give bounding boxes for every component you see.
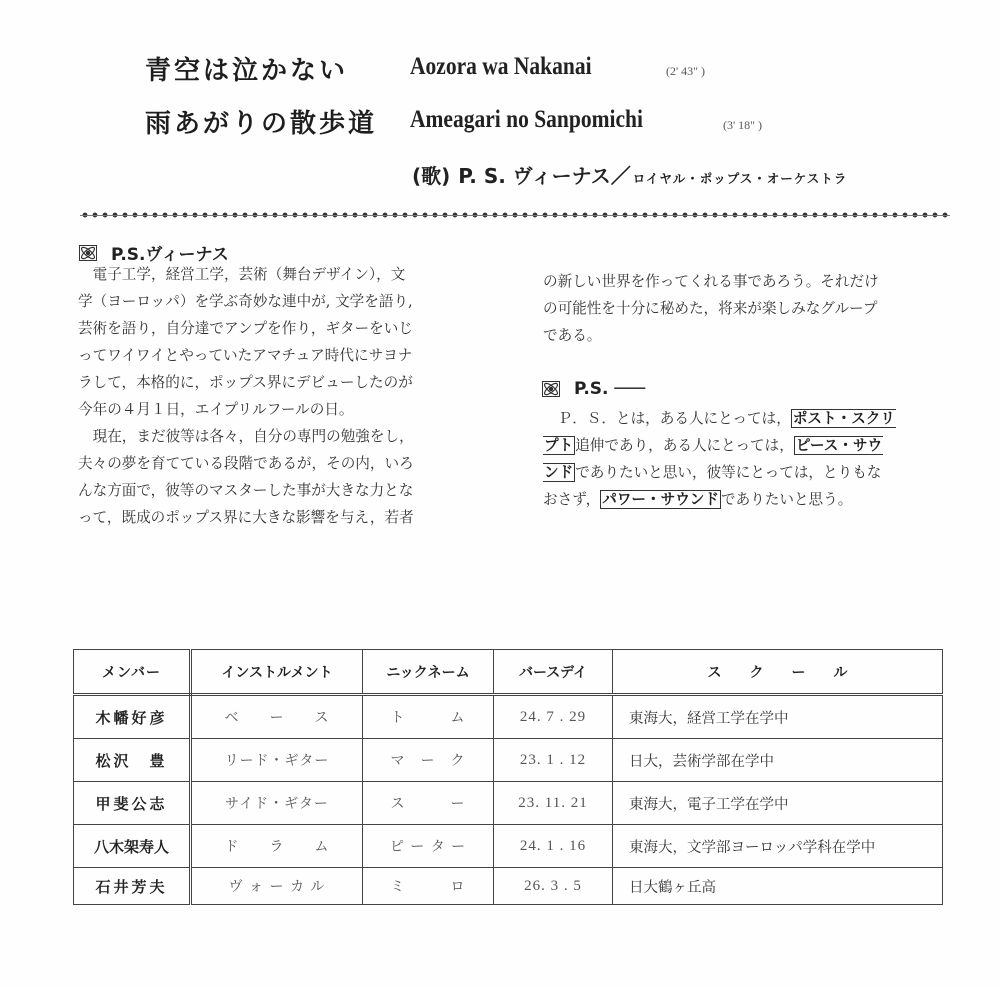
song-2-title-en: Ameagari no Sanpomichi <box>410 106 643 133</box>
body-text: でありたいと思う。 <box>720 491 853 508</box>
section-ps-venus-body-right <box>543 268 953 349</box>
cell-school: 日大，芸術学部在学中 <box>613 739 943 782</box>
table-row <box>74 825 943 868</box>
cell-school: 日大鶴ヶ丘高 <box>613 868 943 905</box>
credit-prefix: (歌) <box>412 164 451 188</box>
header-birthday: バースデイ <box>494 650 613 695</box>
song-2-duration: (3' 18" ) <box>723 118 763 132</box>
header-school: ス ク ー ル <box>613 650 943 695</box>
table-row <box>74 868 943 905</box>
cell-birthday: 24. 7 . 29 <box>494 695 613 739</box>
boxed-term-post-script: ポスト・スクリ <box>792 410 895 427</box>
section-ps-title: P.S. ─── <box>574 379 646 399</box>
body-text: 追伸であり，ある人にとっては， <box>575 437 794 454</box>
body-line: 芸術を語り，自分達でアンプを作り，ギターをいじ <box>78 320 413 337</box>
decorative-divider <box>80 211 950 219</box>
header-instrument: インストルメント <box>191 650 363 695</box>
table-row <box>74 782 943 825</box>
cell-birthday: 23. 11. 21 <box>494 782 613 825</box>
body-line: んな方面で，彼等のマスターした事が大きな力とな <box>78 482 414 499</box>
song-2-title-jp: 雨あがりの散歩道 <box>145 109 378 139</box>
boxed-term-post-script-cont: プト <box>544 437 574 454</box>
table-header-row <box>74 650 943 695</box>
cell-member: 松沢 豊 <box>74 739 191 782</box>
section-ps-venus-title: P.S.ヴィーナス <box>111 245 229 265</box>
body-line: ラして，本格的に，ポップス界にデビューしたのが <box>78 374 413 391</box>
body-text: Ｐ．Ｓ．とは，ある人にとっては， <box>543 410 791 427</box>
atom-ornament-icon <box>542 381 560 397</box>
boxed-term-power-sound: パワー・サウンド <box>602 491 719 508</box>
credit-artist: P. S. ヴィーナス／ <box>458 164 631 188</box>
cell-nickname: マ ー ク <box>363 739 494 782</box>
cell-nickname: ト ム <box>363 695 494 739</box>
table-row <box>74 695 943 739</box>
cell-member: 甲斐公志 <box>74 782 191 825</box>
boxed-term-peace-sound-cont: ンド <box>544 464 574 481</box>
members-table <box>73 649 943 905</box>
cell-nickname: ピ ー タ ー <box>363 825 494 868</box>
cell-school: 東海大，電子工学在学中 <box>613 782 943 825</box>
section-ps-venus-body-left <box>78 261 498 531</box>
section-ps-heading <box>542 379 645 399</box>
cell-birthday: 23. 1 . 12 <box>494 739 613 782</box>
cell-instrument: リード・ギター <box>191 739 363 782</box>
table-row <box>74 739 943 782</box>
cell-birthday: 26. 3 . 5 <box>494 868 613 905</box>
body-line: 学（ヨーロッパ）を学ぶ奇妙な連中が, 文学を語り, <box>78 293 413 310</box>
header-member: メンバー <box>74 650 191 695</box>
cell-instrument: ド ラ ム <box>191 825 363 868</box>
cell-instrument: サイド・ギター <box>191 782 363 825</box>
body-line: の新しい世界を作ってくれる事であろう。それだけ <box>543 273 879 290</box>
cell-instrument: ヴ ォ ー カ ル <box>191 868 363 905</box>
body-line: 電子工学，経営工学，芸術（舞台デザイン），文 <box>78 266 406 283</box>
body-line: ってワイワイとやっていたアマチュア時代にサヨナ <box>78 347 413 364</box>
credit-orchestra: ロイヤル・ポップス・オーケストラ <box>632 171 848 186</box>
section-ps-body <box>543 405 953 513</box>
body-line <box>543 432 953 459</box>
body-line <box>543 459 953 486</box>
cell-member: 石井芳夫 <box>74 868 191 905</box>
body-line: である。 <box>543 327 602 344</box>
body-text: おさず， <box>543 491 601 508</box>
body-line <box>543 405 953 432</box>
body-line: 夫々の夢を育てている段階であるが，その内，いろ <box>78 455 414 472</box>
cell-nickname: ミ ロ <box>363 868 494 905</box>
boxed-term-peace-sound: ピース・サウ <box>795 437 883 454</box>
performer-credit <box>412 160 847 189</box>
body-line: 今年の４月１日，エイプリルフールの日。 <box>78 401 354 418</box>
cell-instrument: ベ ー ス <box>191 695 363 739</box>
header-nickname: ニックネーム <box>363 650 494 695</box>
cell-member: 八木架寿人 <box>74 825 191 868</box>
cell-nickname: ス ー <box>363 782 494 825</box>
cell-birthday: 24. 1 . 16 <box>494 825 613 868</box>
cell-school: 東海大，経営工学在学中 <box>613 695 943 739</box>
body-line: って，既成のポップス界に大きな影響を与え，若者 <box>78 509 414 526</box>
body-line: の可能性を十分に秘めた，将来が楽しみなグループ <box>543 300 878 317</box>
body-line: 現在，まだ彼等は各々，自分の専門の勉強をし， <box>78 428 414 445</box>
body-line <box>543 486 953 513</box>
cell-school: 東海大，文学部ヨーロッパ学科在学中 <box>613 825 943 868</box>
song-1-title-jp: 青空は泣かない <box>145 56 349 86</box>
song-1-title-en: Aozora wa Nakanai <box>410 53 592 80</box>
cell-member: 木幡好彦 <box>74 695 191 739</box>
body-text: でありたいと思い，彼等にとっては，とりもな <box>575 464 882 481</box>
atom-ornament-icon <box>79 245 97 261</box>
song-1-duration: (2' 43" ) <box>666 64 706 78</box>
